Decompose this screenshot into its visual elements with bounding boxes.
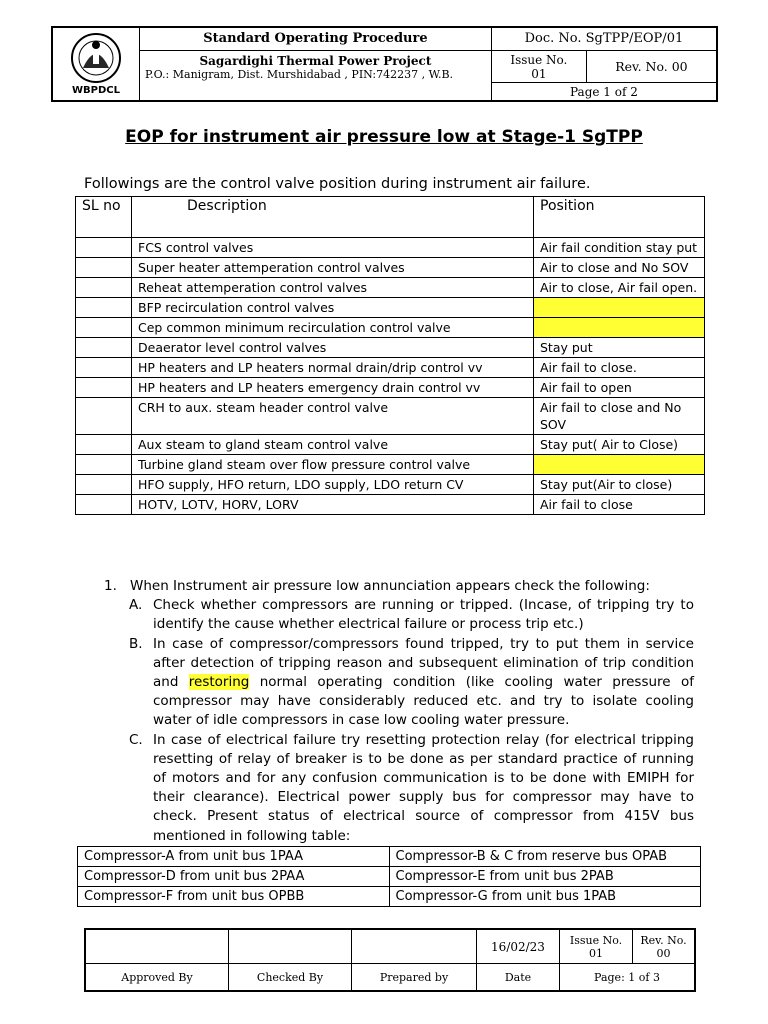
valve-position-table: [75, 196, 705, 515]
item-text: Check whether compressors are running or tripped. (Incase, of tripping try to identify the cause whether electrical failure or process trip etc.): [153, 597, 694, 633]
prepared-by-label: Prepared by: [352, 964, 477, 991]
table-row: [76, 338, 705, 358]
highlighted-word: restoring: [188, 674, 250, 691]
sl-cell: [76, 455, 132, 475]
position-cell: Stay put( Air to Close): [534, 435, 705, 455]
position-cell: Stay put(Air to close): [534, 475, 705, 495]
sl-cell: [76, 238, 132, 258]
description-cell: FCS control valves: [132, 238, 534, 258]
description-cell: Cep common minimum recirculation control valve: [132, 318, 534, 338]
document-header: [51, 26, 718, 102]
approved-by-label: Approved By: [86, 964, 229, 991]
footer-issue-label: Issue No.: [569, 933, 623, 947]
date-label: Date: [477, 964, 560, 991]
sl-cell: [76, 318, 132, 338]
description-cell: HOTV, LOTV, HORV, LORV: [132, 495, 534, 515]
table-row: [78, 887, 701, 907]
table-row: [76, 358, 705, 378]
logo-text: WBPDCL: [72, 85, 120, 96]
description-cell: Aux steam to gland steam control valve: [132, 435, 534, 455]
list-item: [129, 731, 694, 846]
table-cell: Compressor-G from unit bus 1PAB: [389, 887, 701, 907]
issue-label: Issue No.: [510, 52, 568, 67]
checked-sign-cell: [229, 930, 352, 964]
position-cell: [534, 318, 705, 338]
table-cell: Compressor-E from unit bus 2PAB: [389, 867, 701, 887]
issue-value: 01: [531, 66, 547, 81]
table-row: [76, 475, 705, 495]
table-row: [76, 238, 705, 258]
item-letter: A.: [129, 597, 143, 614]
checked-by-label: Checked By: [229, 964, 352, 991]
list-item: [129, 596, 694, 634]
description-cell: Super heater attemperation control valves: [132, 258, 534, 278]
position-cell: Stay put: [534, 338, 705, 358]
compressor-source-table: [77, 846, 701, 907]
sl-cell: [76, 378, 132, 398]
description-cell: CRH to aux. steam header control valve: [132, 398, 534, 435]
footer-date: 16/02/23: [477, 930, 560, 964]
footer-issue: [560, 930, 633, 964]
position-cell: [534, 298, 705, 318]
list-item: [129, 635, 694, 731]
table-row: [78, 847, 701, 867]
sl-cell: [76, 298, 132, 318]
position-cell: Air fail to close.: [534, 358, 705, 378]
item-letter: C.: [129, 731, 143, 748]
header-page: Page 1 of 2: [491, 83, 716, 101]
position-cell: Air fail to close: [534, 495, 705, 515]
item-text: In case of compressor/compressors found tripped, try to put them in service after detection of tripping reason and subsequent elimination of trip condition and restoring normal operating condition (like cooling water pressure of compressor may have considerably reduced etc. and try to isolate cooling water of idle compressors in case low cooling water pressure.: [153, 635, 694, 729]
sl-cell: [76, 358, 132, 378]
page-title: EOP for instrument air pressure low at Stage-1 SgTPP: [125, 127, 643, 147]
description-cell: HP heaters and LP heaters emergency drain control vv: [132, 378, 534, 398]
position-cell: Air to close and No SOV: [534, 258, 705, 278]
sl-cell: [76, 258, 132, 278]
table-row: [76, 298, 705, 318]
issue-number: [491, 50, 586, 82]
table-cell: Compressor-B & C from reserve bus OPAB: [389, 847, 701, 867]
footer-rev-label: Rev. No.: [640, 933, 687, 947]
table-row: [76, 278, 705, 298]
footer-rev: [633, 930, 695, 964]
header-sl: SL no: [76, 197, 132, 238]
description-cell: Reheat attemperation control valves: [132, 278, 534, 298]
list-item: [104, 577, 694, 596]
approved-sign-cell: [86, 930, 229, 964]
table-row: [76, 398, 705, 435]
description-cell: BFP recirculation control valves: [132, 298, 534, 318]
table-cell: Compressor-F from unit bus OPBB: [78, 887, 390, 907]
table-cell: Compressor-D from unit bus 2PAA: [78, 867, 390, 887]
table-row: [78, 867, 701, 887]
header-position: Position: [534, 197, 705, 238]
footer-rev-value: 00: [656, 946, 671, 960]
procedure-list: [104, 577, 694, 846]
description-cell: HP heaters and LP heaters normal drain/drip control vv: [132, 358, 534, 378]
project-name: Sagardighi Thermal Power Project: [199, 53, 432, 68]
description-cell: HFO supply, HFO return, LDO supply, LDO return CV: [132, 475, 534, 495]
table-cell: Compressor-A from unit bus 1PAA: [78, 847, 390, 867]
logo: [53, 28, 140, 101]
position-cell: Air fail condition stay put: [534, 238, 705, 258]
table-row: [76, 378, 705, 398]
rev-number: Rev. No. 00: [586, 50, 716, 82]
position-cell: Air to close, Air fail open.: [534, 278, 705, 298]
item-number: 1.: [104, 578, 117, 594]
sl-cell: [76, 435, 132, 455]
sl-cell: [76, 278, 132, 298]
footer-page: Page: 1 of 3: [560, 964, 695, 991]
table-row: [76, 258, 705, 278]
table-row: [76, 455, 705, 475]
sl-cell: [76, 398, 132, 435]
table-header-row: [76, 197, 705, 238]
intro-text: Followings are the control valve position during instrument air failure.: [84, 176, 591, 192]
approval-footer: [84, 928, 696, 992]
description-cell: Turbine gland steam over flow pressure control valve: [132, 455, 534, 475]
sop-title: Standard Operating Procedure: [140, 28, 492, 51]
sl-cell: [76, 495, 132, 515]
sl-cell: [76, 338, 132, 358]
sl-cell: [76, 475, 132, 495]
item-text: When Instrument air pressure low annunciation appears check the following:: [130, 578, 650, 594]
item-text: In case of electrical failure try resetting protection relay (for electrical tripping resetting of relay of breaker is to be done as per standard practice of running of motors and for any confusion communication is to be done with EMIPH for their clearance). Electrical power supply bus for compressor may have to check. Present status of electrical source of compressor from 415V bus mentioned in following table:: [153, 731, 694, 844]
project-address: P.O.: Manigram, Dist. Murshidabad , PIN:742237 , W.B.: [145, 67, 454, 81]
wbpdcl-emblem-icon: [69, 32, 123, 84]
position-cell: Air fail to open: [534, 378, 705, 398]
prepared-sign-cell: [352, 930, 477, 964]
doc-number: Doc. No. SgTPP/EOP/01: [491, 28, 716, 51]
item-letter: B.: [129, 635, 143, 652]
position-cell: Air fail to close and No SOV: [534, 398, 705, 435]
footer-issue-value: 01: [589, 946, 603, 960]
table-row: [76, 495, 705, 515]
table-row: [76, 318, 705, 338]
table-row: [76, 435, 705, 455]
position-cell: [534, 455, 705, 475]
description-cell: Deaerator level control valves: [132, 338, 534, 358]
header-description: Description: [132, 197, 534, 238]
